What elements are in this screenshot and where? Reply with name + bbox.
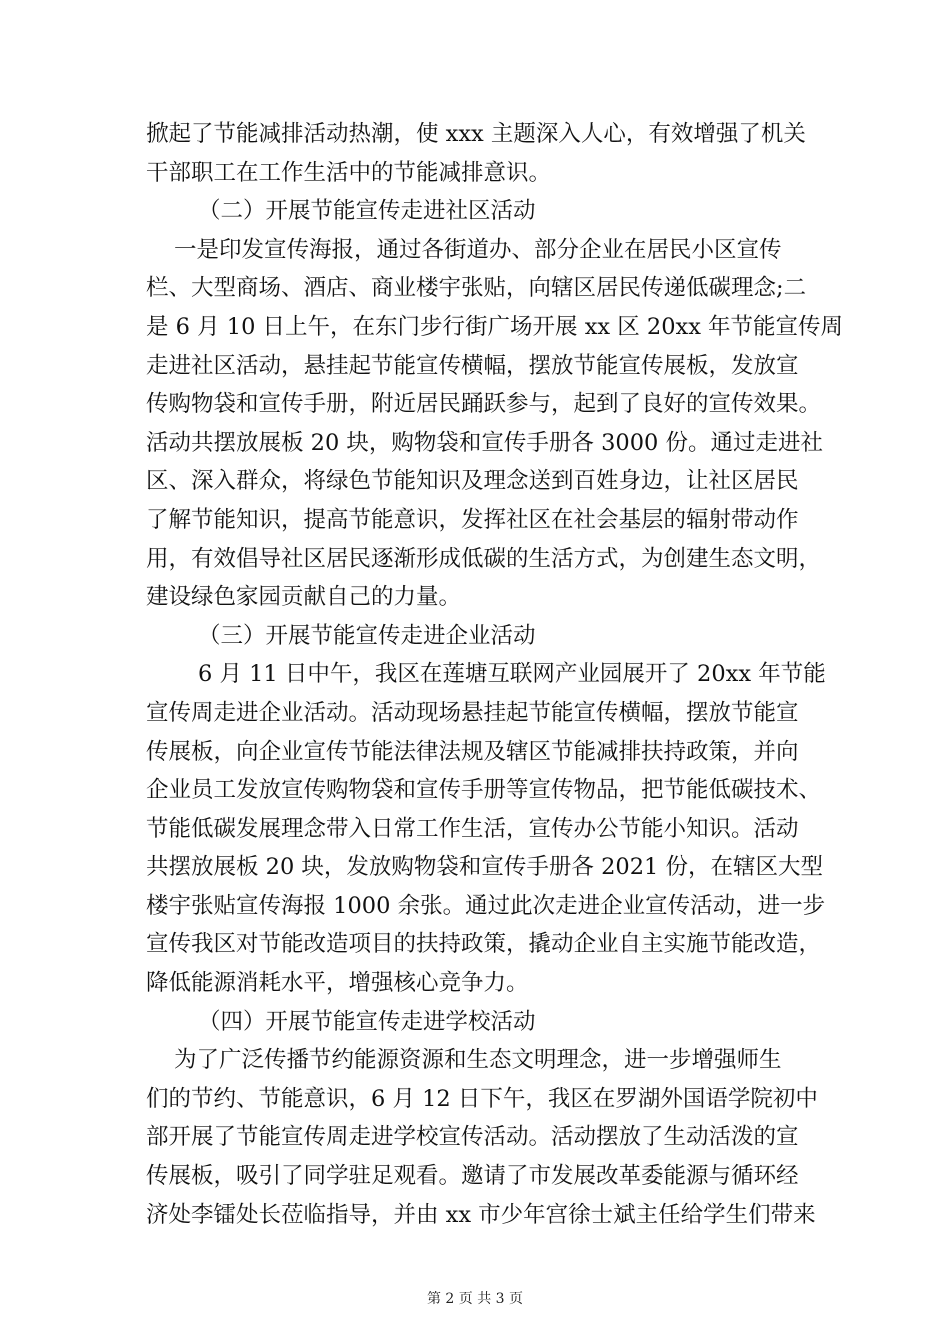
text-line: 了解节能知识，提高节能意识，发挥社区在社会基层的辐射带动作: [146, 506, 799, 533]
text-line: 传展板，吸引了同学驻足观看。邀请了市发展改革委能源与循环经: [146, 1163, 799, 1190]
text-line: 为了广泛传播节约能源资源和生态文明理念，进一步增强师生: [174, 1047, 782, 1074]
text-line: 掀起了节能减排活动热潮，使 xxx 主题深入人心，有效增强了机关: [146, 121, 806, 147]
text-line: 楼宇张贴宣传海报 1000 余张。通过此次走进企业宣传活动，进一步: [146, 892, 826, 919]
page-footer: 第 2 页 共 3 页: [426, 1291, 524, 1307]
text-line: 建设绿色家园贡献自己的力量。: [146, 584, 462, 611]
text-line: 共摆放展板 20 块，发放购物袋和宣传手册各 2021 份，在辖区大型: [146, 854, 824, 881]
text-line: 区、深入群众，将绿色节能知识及理念送到百姓身边，让社区居民: [146, 468, 799, 495]
text-line: 企业员工发放宣传购物袋和宣传手册等宣传物品，把节能低碳技术、: [146, 777, 822, 804]
text-line: 降低能源消耗水平，增强核心竞争力。: [146, 970, 529, 997]
text-line: 是 6 月 10 日上午，在东门步行街广场开展 xx 区 20xx 年节能宣传周: [146, 313, 844, 340]
text-line: 栏、大型商场、酒店、商业楼宇张贴，向辖区居民传递低碳理念;二: [146, 275, 807, 302]
text-line: 传展板，向企业宣传节能法律法规及辖区节能减排扶持政策，并向: [146, 738, 799, 765]
text-line: 节能低碳发展理念带入日常工作生活，宣传办公节能小知识。活动: [146, 815, 799, 842]
text-line: （二）开展节能宣传走进社区活动: [198, 198, 536, 225]
text-line: 干部职工在工作生活中的节能减排意识。: [146, 159, 552, 186]
text-line: 6 月 11 日中午，我区在莲塘互联网产业园展开了 20xx 年节能: [198, 661, 826, 688]
text-line: 活动共摆放展板 20 块，购物袋和宣传手册各 3000 份。通过走进社: [146, 429, 824, 456]
text-line: （三）开展节能宣传走进企业活动: [198, 622, 536, 649]
text-line: 宣传周走进企业活动。活动现场悬挂起节能宣传横幅，摆放节能宣: [146, 699, 799, 726]
text-line: 部开展了节能宣传周走进学校宣传活动。活动摆放了生动活泼的宣: [146, 1124, 799, 1151]
text-line: 传购物袋和宣传手册，附近居民踊跃参与，起到了良好的宣传效果。: [146, 391, 822, 418]
text-line: 们的节约、节能意识，6 月 12 日下午，我区在罗湖外国语学院初中: [146, 1085, 818, 1112]
text-line: 济处李镭处长莅临指导，并由 xx 市少年宫徐士斌主任给学生们带来: [146, 1201, 816, 1228]
text-line: 一是印发宣传海报，通过各街道办、部分企业在居民小区宣传: [174, 236, 782, 263]
document-body: [146, 115, 844, 1234]
text-line: 走进社区活动，悬挂起节能宣传横幅，摆放节能宣传展板，发放宣: [146, 352, 799, 379]
text-line: 宣传我区对节能改造项目的扶持政策，撬动企业自主实施节能改造，: [146, 931, 822, 958]
text-line: （四）开展节能宣传走进学校活动: [198, 1008, 536, 1035]
text-line: 用，有效倡导社区居民逐渐形成低碳的生活方式，为创建生态文明，: [146, 545, 822, 572]
